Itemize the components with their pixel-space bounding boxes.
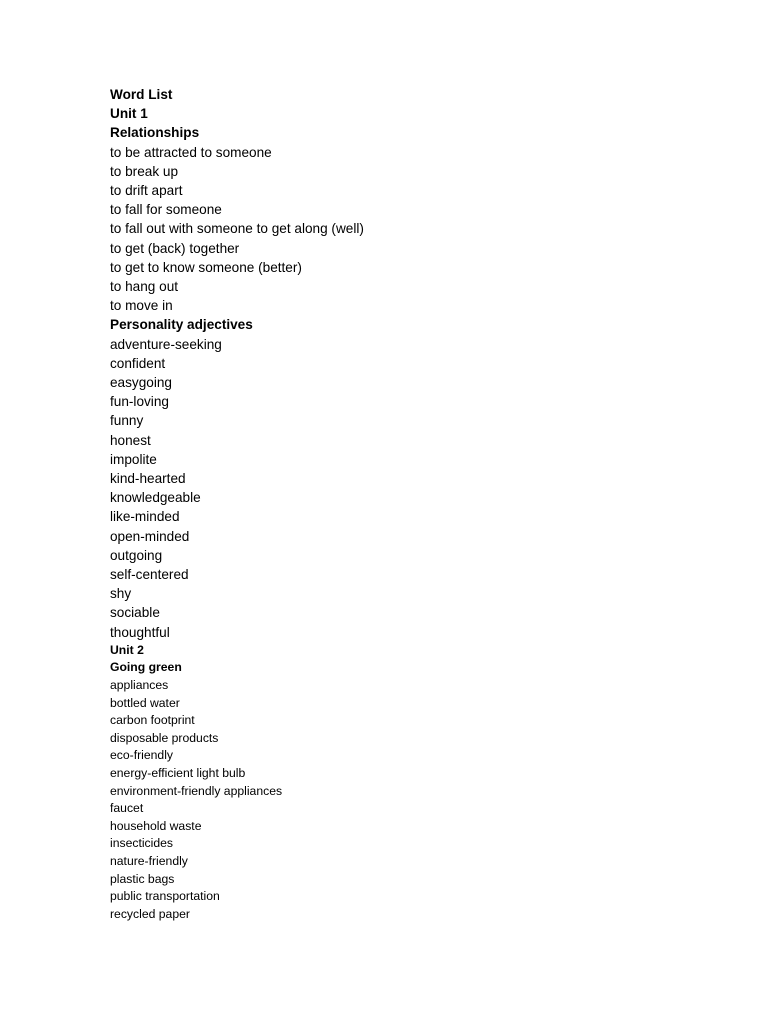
word-item: to get (back) together <box>110 240 240 256</box>
word-item: to break up <box>110 163 179 179</box>
word-item: plastic bags <box>110 871 175 886</box>
word-item: like-minded <box>110 509 180 525</box>
word-item: environment-friendly appliances <box>110 783 283 798</box>
word-item: to fall out with someone to get along (well) <box>110 221 364 237</box>
word-item: knowledgeable <box>110 490 201 506</box>
relationships-heading: Relationships <box>110 125 200 141</box>
word-item: impolite <box>110 451 157 467</box>
word-item: carbon footprint <box>110 713 195 728</box>
word-item: disposable products <box>110 730 219 745</box>
word-item: easygoing <box>110 375 172 391</box>
word-item: insecticides <box>110 836 173 851</box>
word-item: to drift apart <box>110 183 183 199</box>
word-item: nature-friendly <box>110 854 188 869</box>
word-item: funny <box>110 413 144 429</box>
word-item: bottled water <box>110 695 180 710</box>
word-item: faucet <box>110 801 144 816</box>
word-item: adventure-seeking <box>110 336 222 352</box>
word-list-content <box>110 85 364 923</box>
word-item: kind-hearted <box>110 471 186 487</box>
word-item: self-centered <box>110 567 189 583</box>
word-item: to get to know someone (better) <box>110 259 302 275</box>
word-item: outgoing <box>110 547 163 563</box>
word-item: energy-efficient light bulb <box>110 766 246 781</box>
word-item: to fall for someone <box>110 202 222 218</box>
unit-1-heading: Unit 1 <box>110 106 148 122</box>
word-item: honest <box>110 432 151 448</box>
word-item: eco-friendly <box>110 748 173 763</box>
word-item: sociable <box>110 605 160 621</box>
going-green-heading: Going green <box>110 660 182 675</box>
word-item: to hang out <box>110 279 179 295</box>
word-item: fun-loving <box>110 394 169 410</box>
document-title: Word List <box>110 87 173 102</box>
word-item: to move in <box>110 298 173 314</box>
word-item: shy <box>110 586 132 602</box>
word-item: public transportation <box>110 889 220 904</box>
word-item: open-minded <box>110 528 190 544</box>
unit-2-heading: Unit 2 <box>110 642 144 657</box>
personality-adjectives-heading: Personality adjectives <box>110 317 253 333</box>
word-item: to be attracted to someone <box>110 144 272 160</box>
word-item: household waste <box>110 818 202 833</box>
word-item: appliances <box>110 678 169 693</box>
word-item: confident <box>110 355 166 371</box>
word-item: thoughtful <box>110 624 170 640</box>
word-item: recycled paper <box>110 906 190 921</box>
